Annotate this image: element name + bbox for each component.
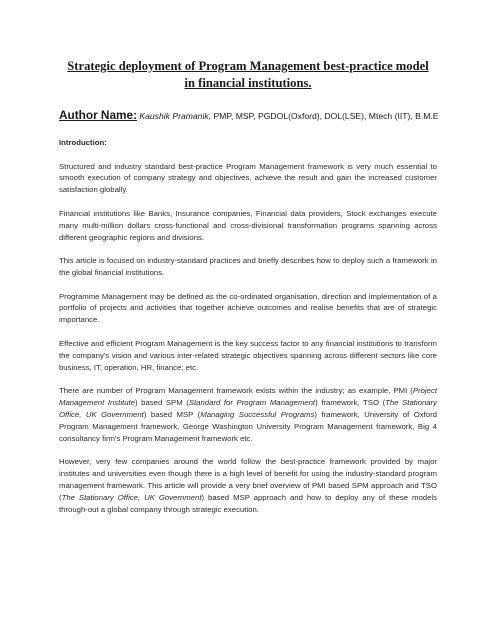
document-title	[50, 58, 446, 92]
paragraph-2: Financial institutions like Banks, Insurance companies, Financial data providers, Stock exchanges execute many multi-million dollars cross-functional and cross-divisional transformation programs spanning across different geographic regions and divisions.	[59, 208, 437, 242]
paragraph-5: Effective and efficient Program Management is the key success factor to any financial institutions to transform the company's vision and various inter-related strategic objectives spanning across different sectors like core business, IT, operation, HR, finance; etc.	[59, 338, 437, 372]
p6-italic-2: Standard for Program Management	[188, 398, 316, 408]
p6-italic-4: Managing Successful Programs	[200, 409, 315, 419]
paragraph-6	[59, 385, 437, 445]
paragraph-7	[59, 456, 437, 516]
introduction-heading: Introduction:	[59, 138, 107, 147]
document-body	[59, 137, 437, 527]
p7-text-1: However, very few companies around the world follow the best-practice framework provided by major institutes and universities even though there is a high level of benefit for using the industry-standard program management framework. This article will provide a very brief overview of PMI based SPM approach and TSO (	[59, 457, 437, 502]
p7-italic-1: The Stationary Office, UK Government	[61, 493, 202, 502]
p6-text-2: ) based SPM (	[134, 398, 189, 408]
paragraph-1: Structured and industry standard best-practice Program Management framework is very much essential to smooth execution of company strategy and objectives, achieve the result and gain the increased customer satisfaction globally.	[59, 161, 437, 195]
p6-text-3: ) framework, TSO (	[315, 398, 386, 408]
p6-text-4: ) based MSP (	[143, 409, 201, 419]
author-name: Kaushik Pramanik,	[139, 111, 212, 121]
title-line-2: in financial institutions.	[184, 76, 312, 90]
paragraph-4: Programme Management may be defined as the co-ordinated organisation, direction and implementation of a portfolio of projects and activities that together achieve outcomes and realise benefits that are of strategic importance.	[59, 291, 437, 325]
p7-text-2: ) based MSP approach and how to deploy any of these models through-out a global company through strategic execution.	[59, 493, 437, 514]
title-line-1: Strategic deployment of Program Management best-practice model	[67, 59, 429, 73]
author-credentials: PMP, MSP, PGDOL(Oxford), DOL(LSE), Mtech (IIT), B.M.E	[213, 111, 439, 121]
paragraph-3: This article is focused on industry-standard practices and briefly describes how to deploy such a framework in the global financial institutions.	[59, 256, 437, 278]
p6-italic-3: The Stationary Office, UK Government	[59, 398, 438, 419]
p6-italic-1: Project Management Institute	[59, 386, 437, 408]
author-line	[59, 108, 459, 123]
author-label: Author Name:	[59, 108, 137, 122]
p6-text-5: ) framework, University of Oxford Program Management framework, George Washington University Program Management framework, Big 4 consultancy firm's Program Management framework etc.	[59, 409, 437, 443]
p6-text-1: There are number of Program Management framework exists within the industry; as example, PMI (	[59, 386, 413, 396]
